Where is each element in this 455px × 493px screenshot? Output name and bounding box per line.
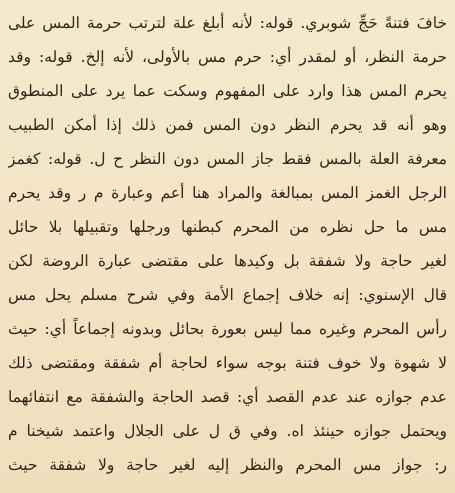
text-line: لغير حاجة ولا شفقة بل وكيدها على مقتضى عبارة الروضة لكن	[8, 252, 447, 270]
text-line: عدم جوازه عند عدم القصد أي: قصد الحاجة والشفقة مع انتفائهما	[8, 388, 447, 406]
text-line: قال الإسنوي: إنه خلاف إجماع الأمة وفي شرح مسلم يحل مس	[8, 286, 447, 304]
text-line: ويحتمل جوازه حينئذ اه. وفي ق ل على الجلال واعتمد شيخنا م	[8, 422, 447, 440]
text-line: يحرم المس هذا وارد على المفهوم وسكت عما يرد على المنطوق	[8, 82, 447, 100]
text-line: مس ما حل نظره من المحرم كبطنها ورجلها وتقبيلها بلا حائل	[8, 218, 447, 236]
text-line: خافَ فتنةً حَجِّ شوبري. قوله: لأنه أبلغ علة لترتب حرمة المس على	[8, 14, 447, 32]
text-line: رأس المحرم وغيره مما ليس بعورة بحائل وبدونه إجماعاً أي: حيث	[8, 320, 447, 338]
text-line: الرجل الغمز المس بمبالغة والمراد هنا أعم وعبارة م ر وقد يحرم	[8, 184, 447, 202]
text-line: حرمة النظر، أو لمقدر أي: حرم مس بالأولى، لأنه إلخ. قوله: وقد	[8, 48, 447, 66]
text-line: وهو أنه قد يحرم النظر دون المس فمن ذلك إذا أمكن الطبيب	[8, 116, 447, 134]
text-line: لا شهوة ولا خوف فتنة بوجه سواء لحاجة أم شفقة ومقتضى ذلك	[8, 354, 447, 372]
text-line: ر: جواز مس المحرم والنظر إليه لغير حاجة ولا شفقة حيث	[8, 456, 447, 474]
document-text-block	[8, 6, 447, 482]
text-line: معرفة العلة بالمس فقط جاز المس دون النظر ح ل. قوله: كغمز	[8, 150, 447, 168]
